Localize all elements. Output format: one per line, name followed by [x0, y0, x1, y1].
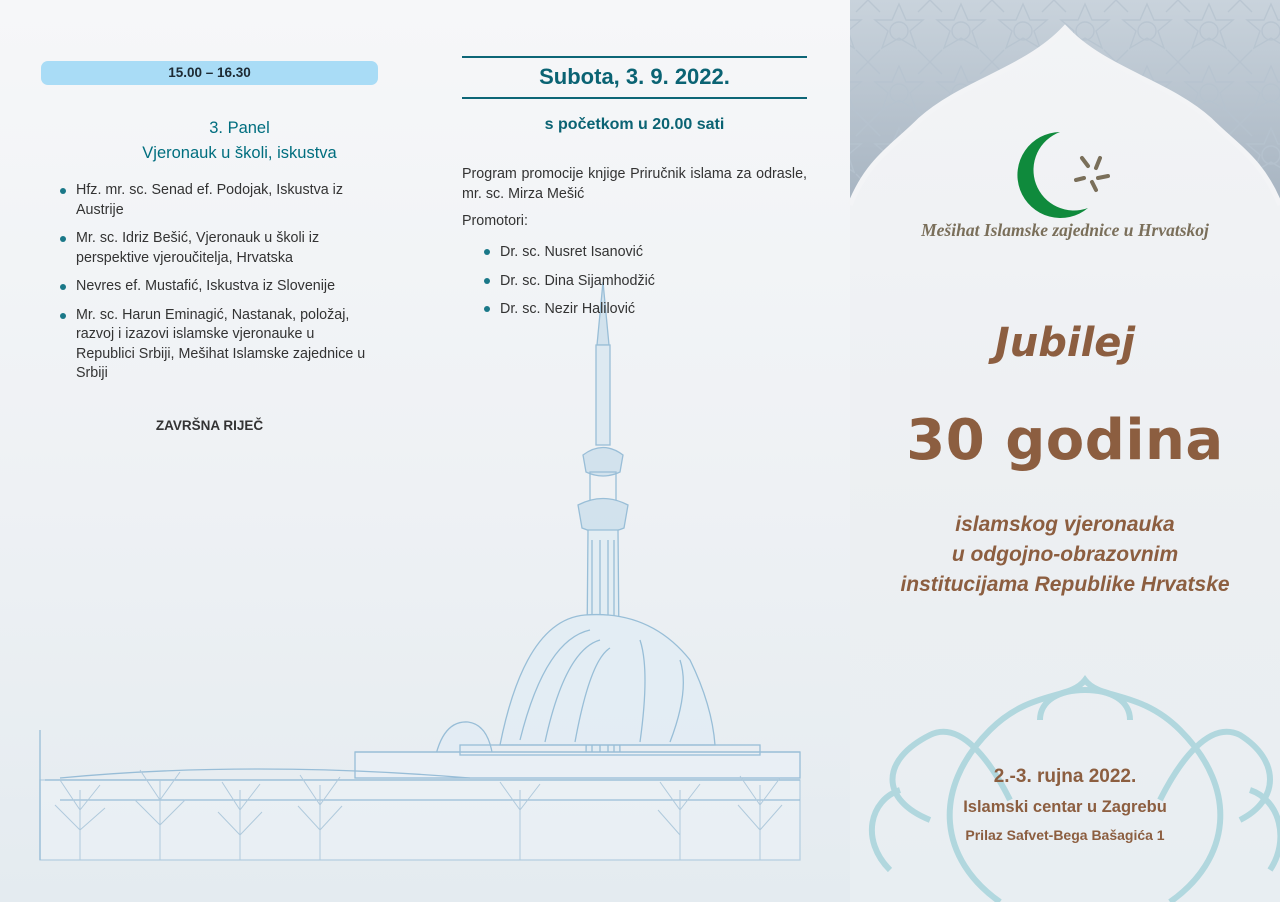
speaker-item: Hfz. mr. sc. Senad ef. Podojak, Iskustva iz Austrije [60, 181, 375, 220]
speaker-item: Mr. sc. Harun Eminagić, Nastanak, položaj, razvoj i izazovi islamske vjeronauke u Republici Srbiji, Mešihat Islamske zajednice u Srbiji [60, 306, 375, 384]
speaker-item: Nevres ef. Mustafić, Iskustva iz Slovenije [60, 277, 375, 297]
jubilee-heading: Jubilej [994, 320, 1136, 366]
flower-ornament [872, 680, 1280, 902]
event-address: Prilaz Safvet-Bega Bašagića 1 [965, 827, 1165, 843]
event-venue: Islamski centar u Zagrebu [963, 798, 1167, 816]
divider-top [462, 56, 807, 58]
subtitle-line: u odgojno-obrazovnim [951, 543, 1179, 566]
time-slot-badge: 15.00 – 16.30 [41, 61, 378, 85]
organization-name: Mešihat Islamske zajednice u Hrvatskoj [921, 220, 1209, 240]
program-description: Program promocije knjige Priručnik islama za odrasle, mr. sc. Mirza Mešić [462, 166, 807, 202]
saturday-date: Subota, 3. 9. 2022. [539, 64, 730, 89]
promoter-item: Dr. sc. Nusret Isanović [484, 243, 784, 262]
crescent-star-logo-icon [1016, 128, 1116, 218]
subtitle-line: islamskog vjeronauka [955, 513, 1175, 536]
speaker-item: Mr. sc. Idriz Bešić, Vjeronauk u školi iz perspektive vjeroučitelja, Hrvatska [60, 229, 375, 268]
event-date: 2.-3. rujna 2022. [993, 766, 1137, 787]
event-subtitle [850, 510, 1280, 600]
promoters-label: Promotori: [462, 213, 528, 229]
subtitle-line: institucijama Republike Hrvatske [900, 573, 1230, 596]
panel-number: 3. Panel [209, 119, 270, 137]
closing-remarks: ZAVRŠNA RIJEČ [155, 418, 264, 433]
panel-title: Vjeronauk u školi, iskustva [142, 144, 337, 162]
promoter-item: Dr. sc. Nezir Halilović [484, 300, 784, 319]
speaker-list [60, 181, 375, 393]
promoter-list [484, 243, 784, 329]
panel-heading [41, 116, 438, 166]
promoter-item: Dr. sc. Dina Sijamhodžić [484, 272, 784, 291]
divider-bottom [462, 97, 807, 99]
anniversary-years: 30 godina [906, 408, 1224, 473]
start-time: s početkom u 20.00 sati [544, 116, 725, 133]
